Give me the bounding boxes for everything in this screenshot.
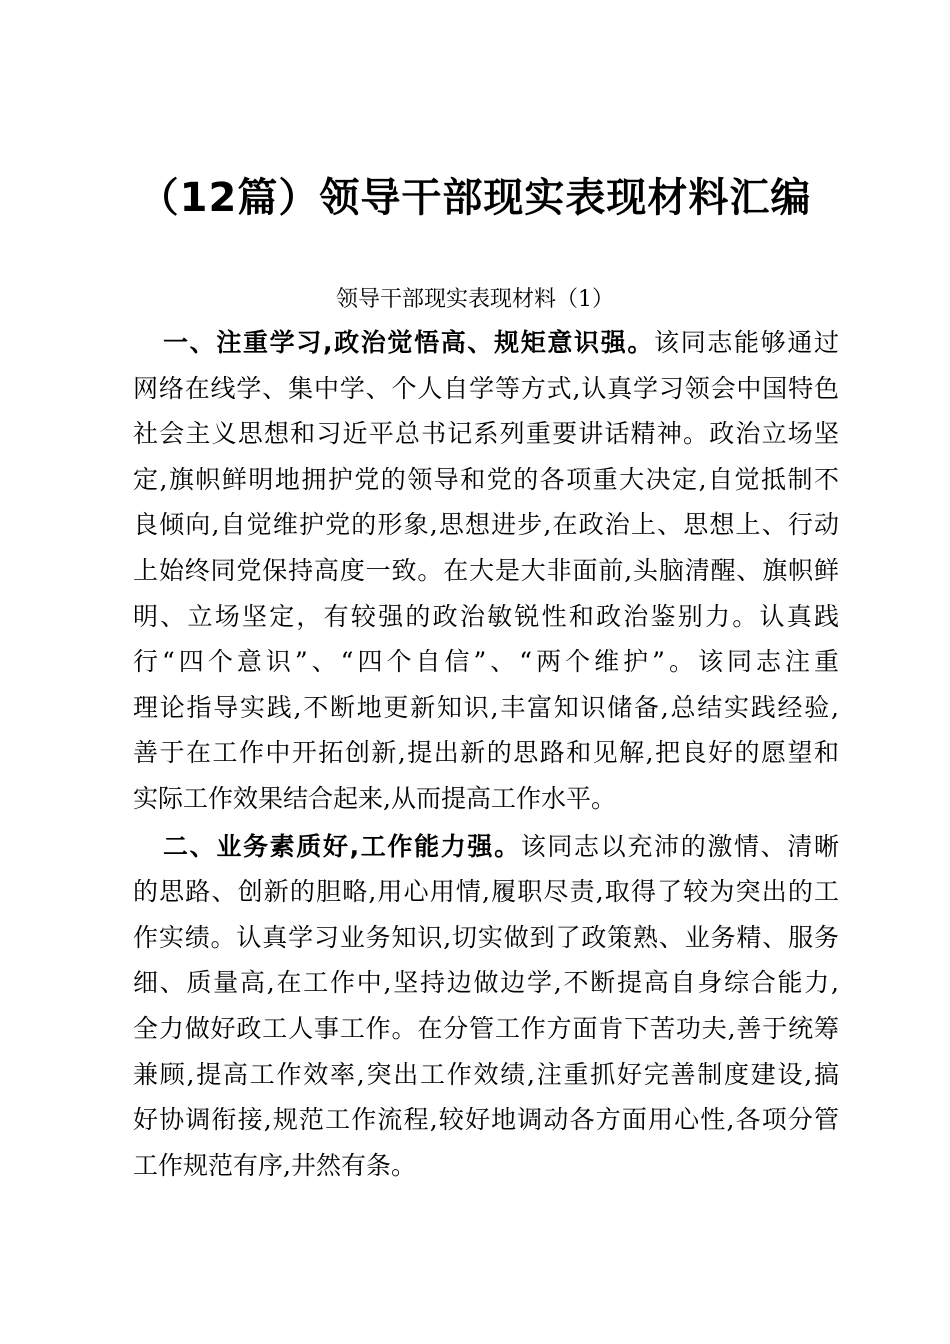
line-text: 该同志能够通过: [654, 328, 839, 357]
line-text: 理论指导实践,不断地更新知识,丰富知识储备,总结实践经验,: [133, 692, 839, 722]
line-text: 实际工作效果结合起来,从而提高工作水平。: [133, 783, 616, 813]
line-text: 良倾向,自觉维护党的形象,思想进步,在政治上、思想上、行动: [133, 510, 839, 540]
line-text: 细、质量高,在工作中,坚持边做边学,不断提高自身综合能力,: [133, 968, 839, 998]
paragraph-line: [133, 594, 839, 640]
line-text: 善于在工作中开拓创新,提出新的思路和见解,把良好的愿望和: [133, 738, 839, 768]
line-text: 社会主义思想和习近平总书记系列重要讲话精神。政治立场坚: [133, 419, 839, 449]
line-text: 全力做好政工人事工作。在分管工作方面肯下苦功夫,善于统筹: [133, 1013, 839, 1043]
paragraph-line: [133, 1097, 839, 1143]
line-text: 工作规范有序,井然有条。: [133, 1150, 416, 1180]
paragraph-line: [133, 1143, 839, 1189]
line-text: 定,旗帜鲜明地拥护党的领导和党的各项重大决定,自觉抵制不: [133, 464, 839, 494]
paragraph-line: [133, 776, 839, 822]
paragraph: [133, 320, 839, 822]
paragraph-line: [133, 685, 839, 731]
paragraph-heading: 二、业务素质好,工作能力强。: [163, 831, 521, 861]
line-text: 好协调衔接,规范工作流程,较好地调动各方面用心性,各项分管: [133, 1105, 839, 1135]
paragraph-line: [133, 1006, 839, 1052]
line-text: 兼顾,提高工作效率,突出工作效绩,注重抓好完善制度建设,搞: [133, 1059, 839, 1089]
line-text: 明、立场坚定，有较强的政治敏锐性和政治鉴别力。认真践: [133, 601, 839, 631]
paragraph-heading: 一、注重学习,政治觉悟高、规矩意识强。: [163, 328, 655, 357]
paragraph-line: [133, 366, 839, 412]
document-title: （12篇）领导干部现实表现材料汇编: [138, 175, 812, 221]
paragraph-line: [133, 411, 839, 457]
paragraph-line: [133, 960, 839, 1006]
paragraph-line: [133, 502, 839, 548]
line-text: 行“四个意识”、“四个自信”、“两个维护”。该同志注重: [133, 647, 839, 677]
line-text: 网络在线学、集中学、个人自学等方式,认真学习领会中国特色: [133, 373, 839, 403]
paragraph-line: [133, 824, 839, 870]
paragraph-line: [133, 730, 839, 776]
line-text: 作实绩。认真学习业务知识,切实做到了政策熟、业务精、服务: [133, 922, 839, 952]
document-body: [133, 320, 839, 1188]
paragraph: [133, 824, 839, 1189]
paragraph-line: [133, 639, 839, 685]
paragraph-line: [133, 320, 839, 366]
section-subtitle: 领导干部现实表现材料（1）: [336, 287, 614, 312]
paragraph-line: [133, 1052, 839, 1098]
paragraph-line: [133, 915, 839, 961]
line-text: 该同志以充沛的激情、清晰: [520, 831, 839, 861]
paragraph-line: [133, 869, 839, 915]
line-text: 的思路、创新的胆略,用心用情,履职尽责,取得了较为突出的工: [133, 877, 839, 907]
paragraph-line: [133, 457, 839, 503]
paragraph-line: [133, 548, 839, 594]
line-text: 上始终同党保持高度一致。在大是大非面前,头脑清醒、旗帜鲜: [133, 555, 839, 585]
